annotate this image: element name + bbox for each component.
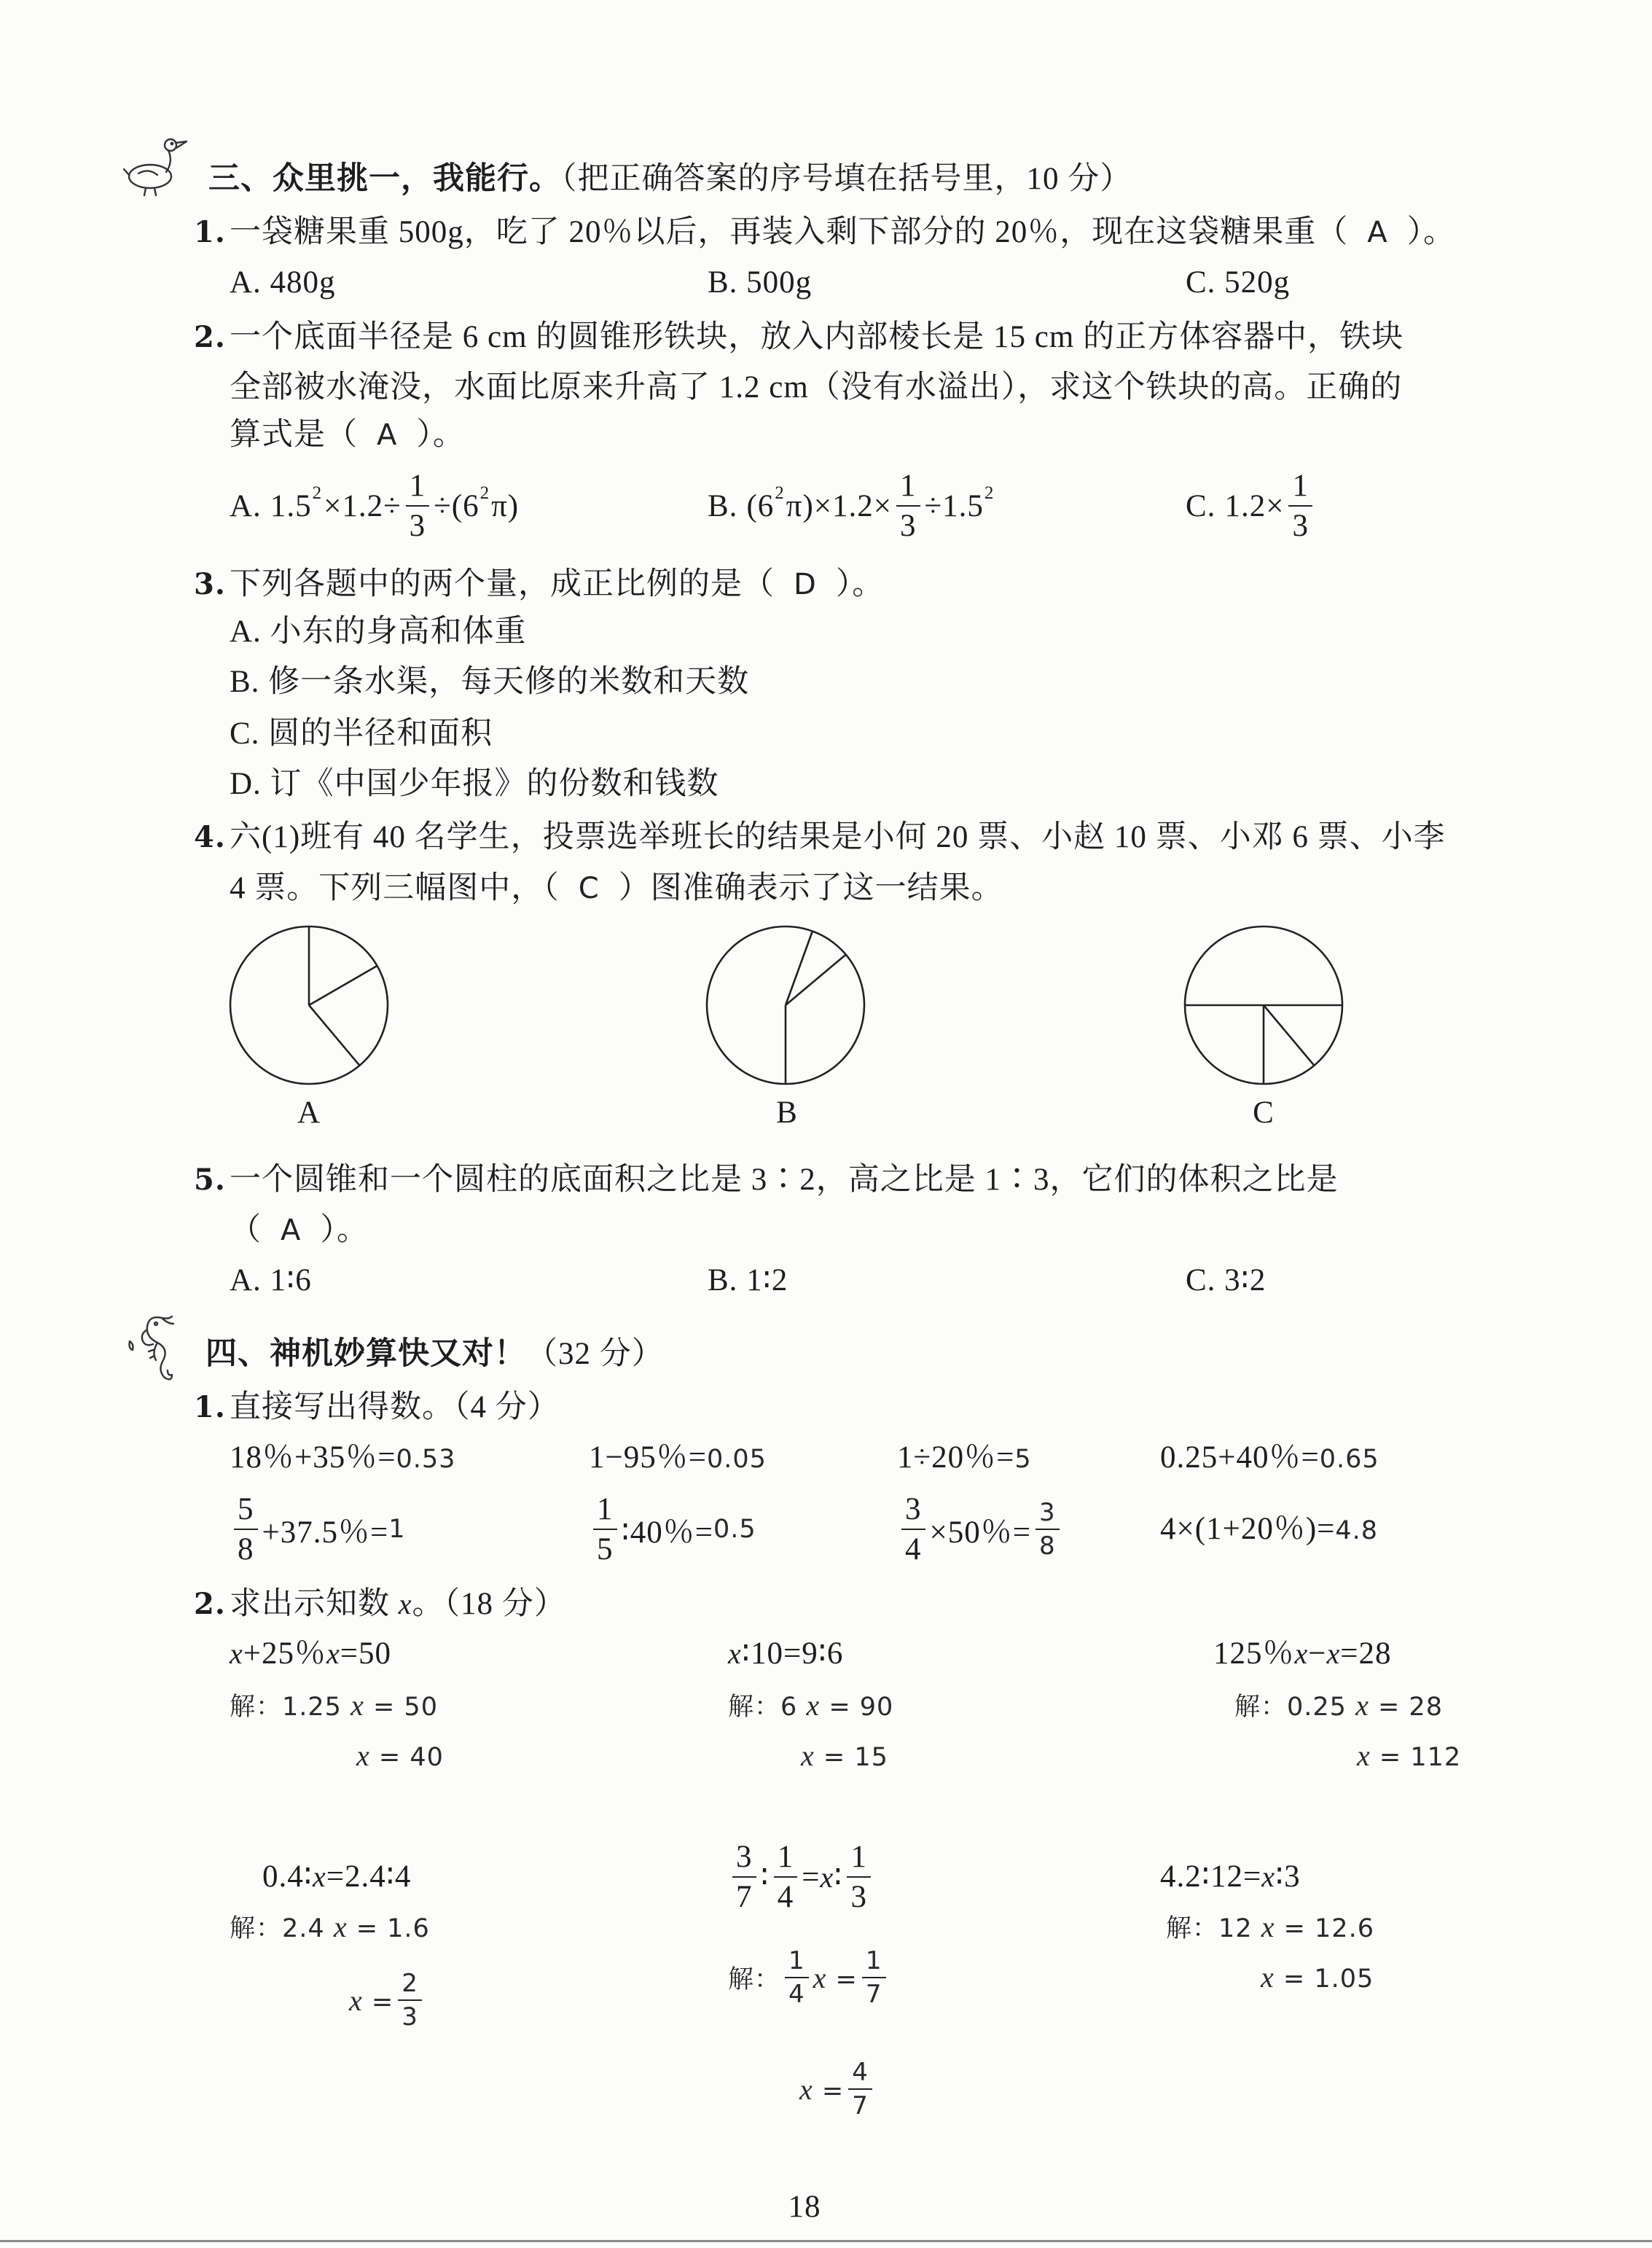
denominator: 3 — [409, 509, 426, 543]
expr-part: =x∶ — [802, 1860, 843, 1894]
q5-line-2-before: （ — [230, 1213, 262, 1247]
calc-answer: 0.05 — [707, 1445, 767, 1474]
option-label: C. — [1186, 488, 1216, 523]
solution-step-1 — [728, 1686, 893, 1725]
denominator: 7 — [852, 2091, 869, 2120]
variable-x: x — [801, 1739, 815, 1772]
q3-text-before: 下列各题中的两个量，成正比例的是（ — [230, 567, 775, 601]
solution-step-2: x = 15 — [801, 1739, 888, 1772]
s4-q2-number: 2. — [194, 1587, 226, 1621]
q1-text — [230, 213, 1455, 252]
mental-calc-item — [1160, 1438, 1379, 1478]
calc-expression: ∶40％= — [621, 1515, 713, 1550]
q4-line-2-before: 4 票。下列三幅图中，（ — [230, 871, 560, 905]
q2-line-3 — [230, 415, 465, 455]
q3-number: 3. — [194, 567, 226, 601]
solution-step-2 — [799, 2053, 877, 2126]
pie-diagram-a — [222, 918, 396, 1093]
expr-part: ÷(6 — [434, 488, 479, 523]
superscript: 2 — [479, 483, 490, 503]
ratio-symbol: ∶ — [760, 1860, 770, 1894]
variable-x: x — [1261, 1911, 1275, 1943]
numerator: 1 — [850, 1840, 867, 1874]
scan-border-line — [0, 2240, 1652, 2242]
solve-label: 解： — [230, 1914, 283, 1943]
numerator: 1 — [1292, 469, 1309, 503]
fraction — [848, 2060, 872, 2118]
q2-option-b — [708, 466, 995, 546]
mental-calc-item — [589, 1489, 756, 1569]
calc-answer: 0.5 — [713, 1515, 756, 1544]
solve-label: 解： — [230, 1693, 283, 1722]
numerator: 3 — [736, 1840, 753, 1874]
calc-answer: 4.8 — [1335, 1516, 1379, 1545]
section-4-note: （32 分） — [526, 1337, 664, 1371]
q2-answer: A — [377, 418, 398, 452]
q5-answer: A — [281, 1214, 302, 1247]
denominator: 3 — [402, 2002, 418, 2032]
numerator: 4 — [852, 2058, 869, 2087]
mental-calc-item — [897, 1489, 1064, 1569]
q2-line-3-after: ）。 — [416, 418, 465, 452]
solution-step-2 — [349, 1964, 426, 2037]
superscript: 2 — [984, 483, 995, 503]
solution-step-1 — [230, 1908, 430, 1947]
fraction — [901, 1494, 925, 1565]
q3-text-after: ）。 — [835, 567, 885, 601]
q3-option-c: C. 圆的半径和面积 — [230, 717, 493, 751]
section-3-header — [208, 160, 1132, 199]
denominator: 5 — [597, 1532, 614, 1566]
q4-line-2-after: ）图准确表示了这一结果。 — [618, 871, 1003, 905]
variable-x: x — [1326, 1637, 1341, 1670]
solution-step-2: x = 112 — [1357, 1739, 1462, 1772]
q5-option-b: B. 1∶2 — [708, 1263, 788, 1297]
goose-icon — [122, 133, 191, 198]
q2-number: 2. — [194, 320, 226, 354]
variable-x: x — [728, 1637, 742, 1670]
expr-part: π)×1.2× — [786, 488, 893, 523]
variable-x: x — [356, 1739, 370, 1772]
q5-number: 5. — [194, 1163, 226, 1197]
denominator: 4 — [777, 1880, 794, 1914]
denominator: 8 — [238, 1532, 254, 1566]
calc-expression: 1÷20％= — [897, 1440, 1015, 1475]
mental-calc-item — [230, 1489, 406, 1569]
numerator: 2 — [402, 1969, 418, 1998]
solution-step-1 — [728, 1941, 890, 2014]
answer-fraction — [1036, 1498, 1060, 1561]
q4-line-1: 六(1)班有 40 名学生，投票选举班长的结果是小何 20 票、小赵 10 票、小邓 6 票、小李 — [230, 820, 1446, 854]
pie-diagram-c — [1176, 918, 1351, 1093]
q1-text-after: ）。 — [1406, 215, 1456, 249]
solution-step-2: x = 1.05 — [1261, 1961, 1374, 1994]
q1-option-c: C. 520g — [1186, 265, 1291, 300]
q2-line-1: 一个底面半径是 6 cm 的圆锥形铁块，放入内部棱长是 15 cm 的正方体容器中，铁块 — [230, 320, 1404, 354]
q1-answer: A — [1367, 216, 1388, 249]
q4-answer: C — [578, 872, 600, 905]
q5-line-2-after: ）。 — [320, 1213, 369, 1247]
variable-x: x — [333, 1911, 348, 1943]
variable-x: x — [398, 1588, 412, 1620]
s4-q1-number: 1. — [194, 1390, 226, 1424]
solution-step-1 — [1234, 1686, 1443, 1725]
expr-part: ÷1.5 — [924, 488, 984, 523]
variable-x: x — [1294, 1637, 1309, 1670]
fraction — [406, 470, 430, 542]
q3-option-b: B. 修一条水渠，每天修的米数和天数 — [230, 665, 750, 699]
variable-x: x — [1261, 1961, 1275, 1994]
s4-q1-text: 直接写出得数。（4 分） — [230, 1390, 560, 1424]
calc-answer: 0.65 — [1319, 1445, 1379, 1474]
expr-part: π) — [491, 488, 520, 523]
pie-diagram-b — [698, 918, 873, 1093]
solution-step-2: x = 40 — [356, 1739, 444, 1772]
expr-part: ×1.2÷ — [324, 488, 402, 523]
calc-answer: 1 — [388, 1515, 406, 1544]
variable-x: x — [1357, 1739, 1371, 1772]
variable-x: x — [799, 2072, 813, 2106]
solution-text: x = — [813, 1961, 858, 1994]
solve-label: 解： — [728, 1965, 781, 1994]
fraction — [774, 1841, 798, 1913]
section-4-title: 四、神机妙算快又对！ — [205, 1337, 526, 1371]
numerator: 1 — [409, 469, 426, 503]
q3-text — [230, 565, 884, 604]
variable-x: x — [820, 1861, 834, 1894]
fraction — [732, 1841, 756, 1913]
calc-expression: +37.5％= — [262, 1515, 389, 1550]
section-3-title: 三、众里挑一，我能行。 — [208, 162, 561, 196]
q2-option-a — [230, 466, 519, 546]
seahorse-icon — [124, 1312, 187, 1383]
q3-answer: D — [794, 568, 817, 601]
pie-a-radius-lower-right — [309, 1005, 359, 1066]
section-4-header — [205, 1335, 664, 1374]
denominator: 3 — [1292, 509, 1309, 543]
solve-label: 解： — [1166, 1914, 1219, 1943]
pie-label-b: B — [776, 1096, 798, 1130]
mental-calc-item — [589, 1438, 767, 1478]
numerator: 3 — [905, 1492, 922, 1526]
option-label: B. — [708, 488, 738, 523]
numerator: 1 — [788, 1946, 805, 1975]
fraction — [1288, 470, 1312, 542]
q1-option-b: B. 500g — [708, 265, 813, 300]
fraction — [896, 470, 920, 542]
denominator: 4 — [788, 1980, 805, 2009]
variable-x: x — [349, 1983, 363, 2017]
variable-x: x — [326, 1637, 340, 1670]
expr-part: 1.2× — [1224, 488, 1285, 523]
equation-2: x∶10=9∶6 — [728, 1636, 844, 1671]
q2-line-3-before: 算式是（ — [230, 418, 358, 452]
mental-calc-item — [897, 1438, 1032, 1478]
expr-part: 1.5 — [270, 488, 312, 523]
q1-option-a: A. 480g — [230, 265, 336, 300]
equation-4: 0.4∶x=2.4∶4 — [262, 1859, 412, 1894]
mental-calc-item — [230, 1438, 455, 1478]
calc-expression: 18％+35％= — [230, 1440, 396, 1475]
equation-5 — [728, 1837, 875, 1917]
equation-3: 125％x−x=28 — [1213, 1636, 1392, 1671]
variable-x: x — [806, 1689, 821, 1722]
solution-text: 6 x = 90 — [780, 1689, 894, 1722]
variable-x: x — [312, 1860, 326, 1893]
fraction — [847, 1841, 871, 1913]
q5-line-2 — [230, 1211, 369, 1250]
calc-answer: 5 — [1014, 1445, 1032, 1474]
q1-text-before: 一袋糖果重 500g，吃了 20％以后，再装入剩下部分的 20％，现在这袋糖果重（ — [230, 215, 1349, 249]
fraction — [862, 1948, 886, 2007]
q3-option-d: D. 订《中国少年报》的份数和钱数 — [230, 767, 719, 801]
page-number: 18 — [788, 2190, 821, 2224]
fraction — [398, 1969, 422, 2032]
q4-line-2 — [230, 869, 1003, 908]
variable-x: x — [1261, 1860, 1275, 1893]
solution-text: x = — [349, 1983, 394, 2017]
section-3-note: （把正确答案的序号填在括号里，10 分） — [561, 162, 1132, 196]
q3-option-a: A. 小东的身高和体重 — [230, 614, 527, 649]
q1-number: 1. — [194, 215, 226, 249]
calc-expression: 0.25+40％= — [1160, 1440, 1320, 1475]
solution-step-1 — [230, 1686, 438, 1725]
q5-line-1: 一个圆锥和一个圆柱的底面积之比是 3∶2，高之比是 1∶3，它们的体积之比是 — [230, 1163, 1339, 1197]
solve-label: 解： — [728, 1693, 781, 1722]
fraction — [785, 1948, 809, 2007]
solution-step-1 — [1166, 1908, 1374, 1947]
option-label: A. — [230, 488, 262, 523]
solution-text: 12 x = 12.6 — [1218, 1911, 1374, 1943]
superscript: 2 — [312, 483, 323, 503]
q4-number: 4. — [194, 820, 226, 854]
numerator: 1 — [865, 1946, 882, 1975]
denominator: 3 — [850, 1880, 867, 1914]
pie-label-a: A — [297, 1096, 321, 1130]
calc-expression: ×50％= — [929, 1515, 1032, 1550]
fraction — [234, 1494, 258, 1565]
calc-expression: 1−95％= — [589, 1440, 708, 1475]
equation-6: 4.2∶12=x∶3 — [1160, 1859, 1301, 1894]
denominator: 3 — [900, 509, 917, 543]
calc-answer: 0.53 — [396, 1445, 456, 1474]
pie-label-c: C — [1253, 1096, 1275, 1130]
variable-x: x — [230, 1637, 243, 1670]
pie-a-radius-upper-right — [309, 966, 377, 1005]
solve-label: 解： — [1234, 1693, 1288, 1722]
superscript: 2 — [775, 483, 785, 503]
denominator: 8 — [1039, 1531, 1056, 1561]
variable-x: x — [813, 1961, 827, 1994]
solution-text: 0.25 x = 28 — [1287, 1689, 1443, 1722]
fraction — [593, 1494, 617, 1565]
s4-q2-text: 求出示知数 x。（18 分） — [230, 1587, 566, 1621]
solution-text: x = — [799, 2072, 845, 2106]
calc-expression: 4×(1+20％)= — [1160, 1512, 1336, 1546]
numerator: 1 — [900, 469, 917, 503]
denominator: 7 — [865, 1980, 882, 2009]
equation-1: x+25％x=50 — [230, 1636, 392, 1671]
q2-option-c — [1186, 466, 1317, 546]
mental-calc-item — [1160, 1510, 1378, 1549]
solution-text: 2.4 x = 1.6 — [282, 1911, 430, 1943]
numerator: 1 — [777, 1840, 794, 1874]
denominator: 4 — [905, 1532, 922, 1566]
variable-x: x — [351, 1689, 364, 1722]
numerator: 1 — [597, 1492, 614, 1526]
variable-x: x — [1355, 1689, 1369, 1722]
solution-text: 1.25 x = 50 — [282, 1689, 438, 1722]
pie-c-radius-lower-right — [1264, 1005, 1314, 1066]
numerator: 5 — [238, 1492, 254, 1526]
q5-option-a: A. 1∶6 — [230, 1263, 312, 1297]
q2-line-2: 全部被水淹没，水面比原来升高了 1.2 cm（没有水溢出），求这个铁块的高。正确的 — [230, 370, 1403, 405]
denominator: 7 — [736, 1880, 753, 1914]
q5-option-c: C. 3∶2 — [1186, 1263, 1267, 1297]
expr-part: (6 — [746, 488, 775, 523]
numerator: 3 — [1039, 1498, 1056, 1527]
